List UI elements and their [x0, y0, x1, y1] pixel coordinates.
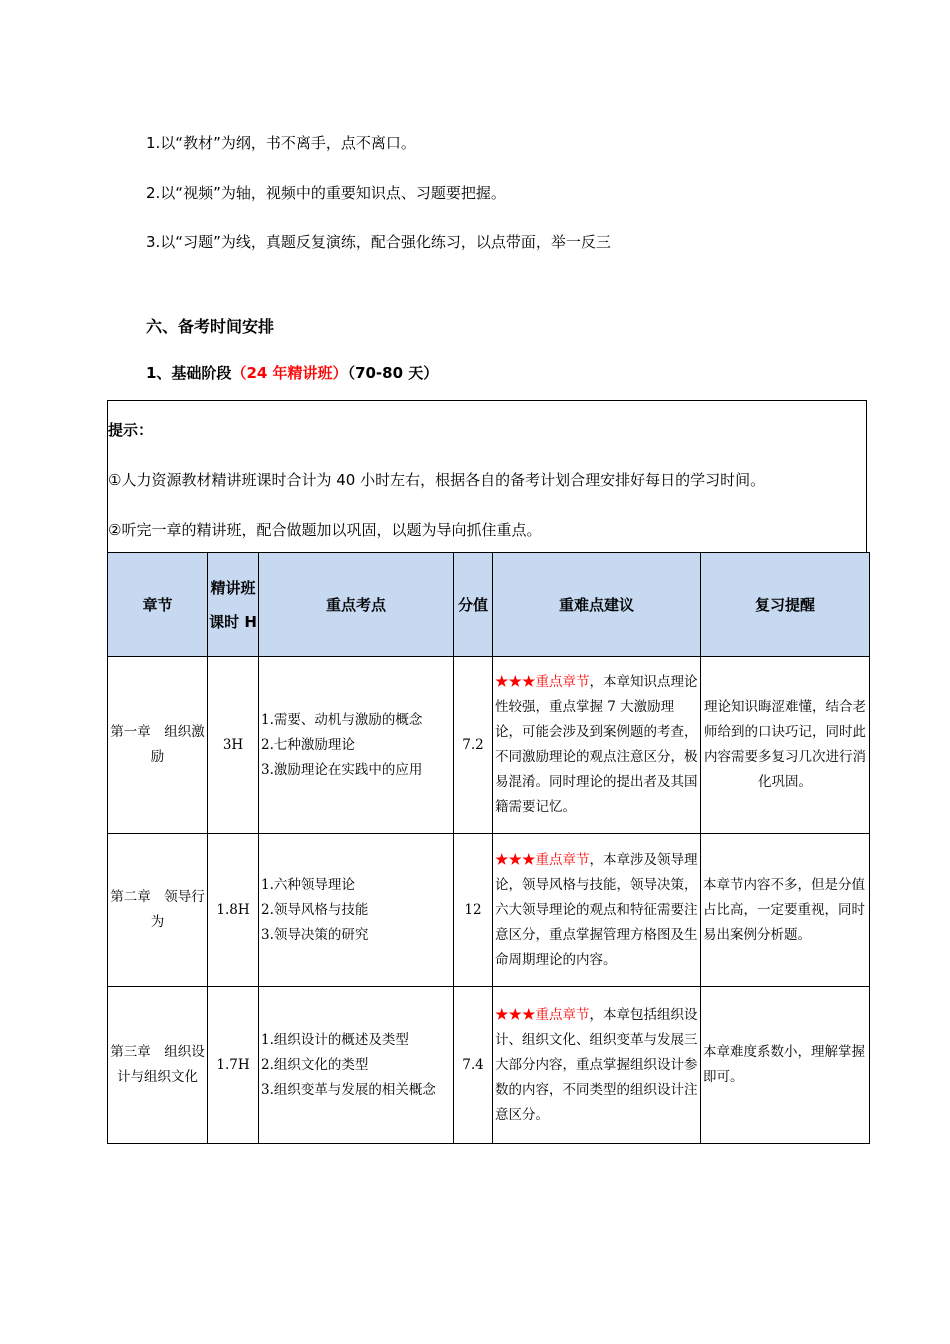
- principle-2: 2.以“视频”为轴，视频中的重要知识点、习题要把握。: [146, 184, 506, 202]
- stage-highlight: （24 年精讲班）: [231, 364, 348, 382]
- score-cell: 7.2: [454, 657, 493, 834]
- advice-text: ，本章包括组织设计、组织文化、组织变革与发展三大部分内容，重点掌握组织设计参数的内容，不同类型的组织设计注意区分。: [495, 1006, 698, 1123]
- header-score: 分值: [454, 553, 493, 657]
- tip-item-1: ①人力资源教材精讲班课时合计为 40 小时左右，根据各自的备考计划合理安排好每日的学习时间。: [108, 471, 766, 489]
- hours-cell: 3H: [208, 657, 259, 834]
- advice-text: ，本章知识点理论性较强，重点掌握 7 大激励理论，可能会涉及到案例题的考查，不同激励理论的观点注意区分，极易混淆。同时理论的提出者及其国籍需要记忆。: [495, 674, 698, 815]
- header-hours-line1: 精讲班: [210, 578, 256, 597]
- principle-3: 3.以“习题”为线，真题反复演练，配合强化练习，以点带面，举一反三: [146, 233, 611, 251]
- stage-prefix: 1、基础阶段: [146, 364, 232, 382]
- header-hours-line2: 课时 H: [209, 612, 257, 631]
- points-cell: [259, 834, 454, 987]
- point-item: 3.组织变革与发展的相关概念: [261, 1081, 436, 1098]
- point-item: 3.激励理论在实践中的应用: [261, 761, 423, 778]
- header-advice: 重难点建议: [493, 553, 701, 657]
- advice-text: ，本章涉及领导理论，领导风格与技能，领导决策，六大领导理论的观点和特征需要注意区分，重点掌握管理方格图及生命周期理论的内容。: [495, 851, 698, 968]
- advice-cell: [493, 987, 701, 1144]
- header-points: 重点考点: [259, 553, 454, 657]
- header-chapter: 章节: [108, 553, 208, 657]
- key-chapter-label: 重点章节: [535, 851, 590, 868]
- table-row: [108, 834, 870, 987]
- tips-title: 提示：: [108, 421, 154, 439]
- point-item: 1.组织设计的概述及类型: [261, 1031, 409, 1048]
- points-cell: [259, 657, 454, 834]
- reminder-cell: 理论知识晦涩难懂，结合老师给到的口诀巧记，同时此内容需要多复习几次进行消化巩固。: [701, 657, 870, 834]
- point-item: 1.六种领导理论: [261, 876, 355, 893]
- score-cell: 7.4: [454, 987, 493, 1144]
- tips-box: [107, 400, 867, 552]
- key-chapter-label: 重点章节: [535, 1006, 590, 1023]
- star-rating: ★★★: [495, 851, 536, 868]
- stage-suffix: （70-80 天）: [347, 364, 439, 382]
- stage-heading: [146, 362, 438, 383]
- hours-cell: 1.8H: [208, 834, 259, 987]
- table-row: [108, 987, 870, 1144]
- tip-item-2: ②听完一章的精讲班，配合做题加以巩固，以题为导向抓住重点。: [108, 521, 542, 539]
- score-cell: 12: [454, 834, 493, 987]
- principle-1: 1.以“教材”为纲，书不离手，点不离口。: [146, 134, 416, 152]
- point-item: 2.七种激励理论: [261, 736, 355, 753]
- star-rating: ★★★: [495, 674, 536, 690]
- hours-cell: 1.7H: [208, 987, 259, 1144]
- point-item: 1.需要、动机与激励的概念: [261, 711, 423, 728]
- points-cell: [259, 987, 454, 1144]
- point-item: 2.组织文化的类型: [261, 1056, 369, 1073]
- chapter-cell: 第三章 组织设计与组织文化: [108, 987, 208, 1144]
- point-item: 2.领导风格与技能: [261, 901, 369, 918]
- header-reminder: 复习提醒: [701, 553, 870, 657]
- section-title: 六、备考时间安排: [146, 317, 275, 336]
- advice-cell: [493, 657, 701, 834]
- point-item: 3.领导决策的研究: [261, 926, 369, 943]
- reminder-cell: 本章难度系数小，理解掌握即可。: [701, 987, 870, 1144]
- key-chapter-label: 重点章节: [535, 674, 590, 690]
- chapter-cell: 第二章 领导行为: [108, 834, 208, 987]
- table-row: [108, 657, 870, 834]
- study-plan-table: [107, 552, 870, 1144]
- header-hours: [208, 553, 259, 657]
- reminder-cell: 本章节内容不多，但是分值占比高，一定要重视，同时易出案例分析题。: [701, 834, 870, 987]
- star-rating: ★★★: [495, 1006, 536, 1023]
- chapter-cell: 第一章 组织激励: [108, 657, 208, 834]
- advice-cell: [493, 834, 701, 987]
- table-header-row: [108, 553, 870, 657]
